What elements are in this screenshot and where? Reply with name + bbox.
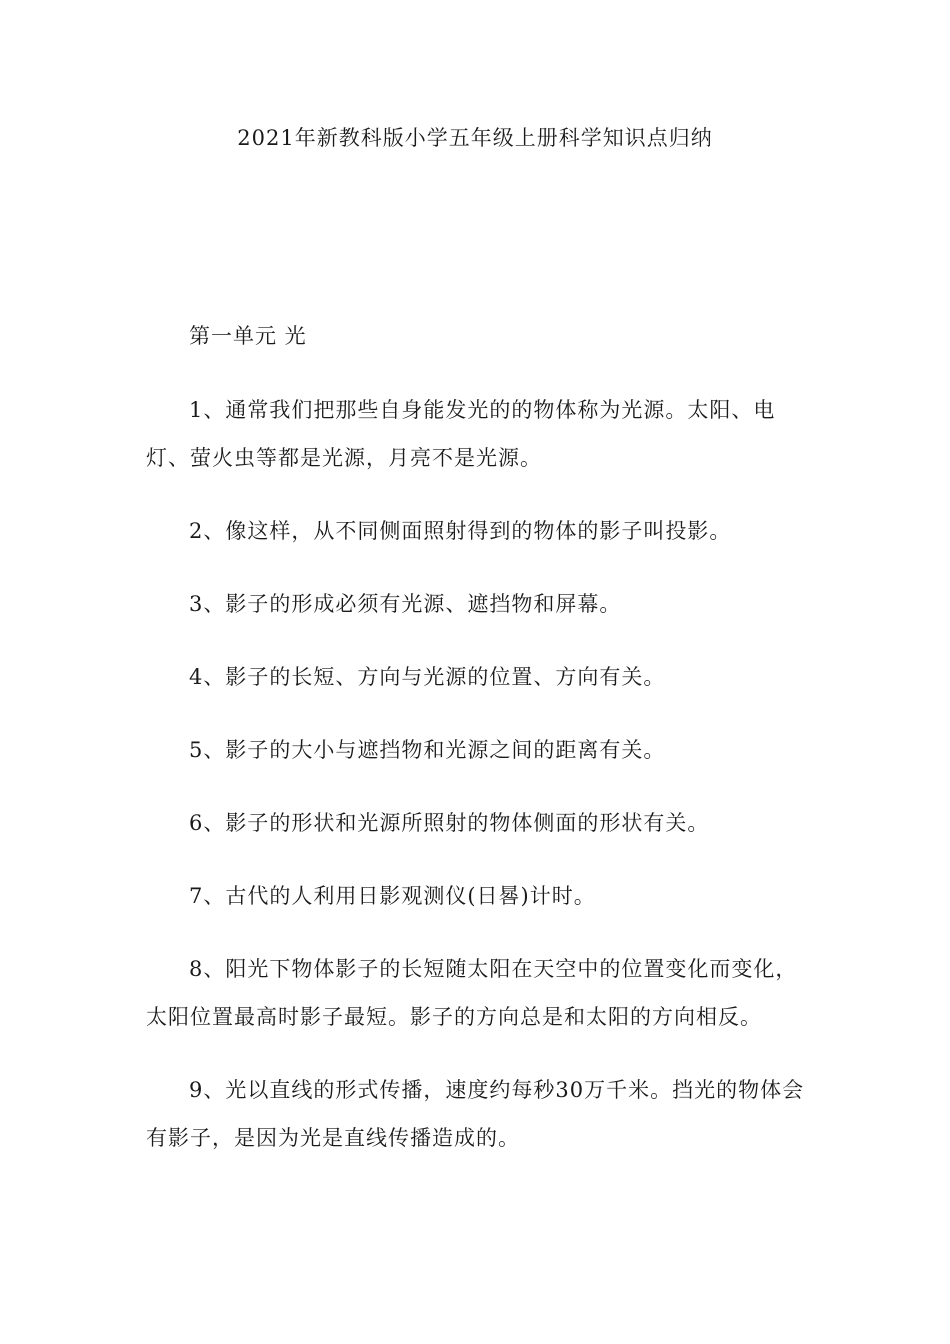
knowledge-point-3: 3、影子的形成必须有光源、遮挡物和屏幕。: [189, 592, 622, 616]
document-title: 2021年新教科版小学五年级上册科学知识点归纳: [237, 126, 713, 150]
knowledge-point-2: 2、像这样，从不同侧面照射得到的物体的影子叫投影。: [189, 519, 732, 543]
knowledge-point-8: 8、阳光下物体影子的长短随太阳在天空中的位置变化而变化，太阳位置最高时影子最短。影子的方向总是和太阳的方向相反。: [146, 957, 798, 1029]
knowledge-point-1: 1、通常我们把那些自身能发光的的物体称为光源。太阳、电灯、萤火虫等都是光源，月亮不是光源。: [146, 398, 776, 470]
knowledge-point-7: 7、古代的人利用日影观测仪(日晷)计时。: [189, 884, 596, 908]
knowledge-point-4: 4、影子的长短、方向与光源的位置、方向有关。: [189, 665, 666, 689]
document-body: [146, 312, 810, 1187]
unit-heading: 第一单元 光: [189, 324, 307, 348]
knowledge-point-6: 6、影子的形状和光源所照射的物体侧面的形状有关。: [189, 811, 710, 835]
knowledge-point-5: 5、影子的大小与遮挡物和光源之间的距离有关。: [189, 738, 666, 762]
knowledge-point-9: 9、光以直线的形式传播，速度约每秒30万千米。挡光的物体会有影子，是因为光是直线传播造成的。: [146, 1078, 805, 1150]
